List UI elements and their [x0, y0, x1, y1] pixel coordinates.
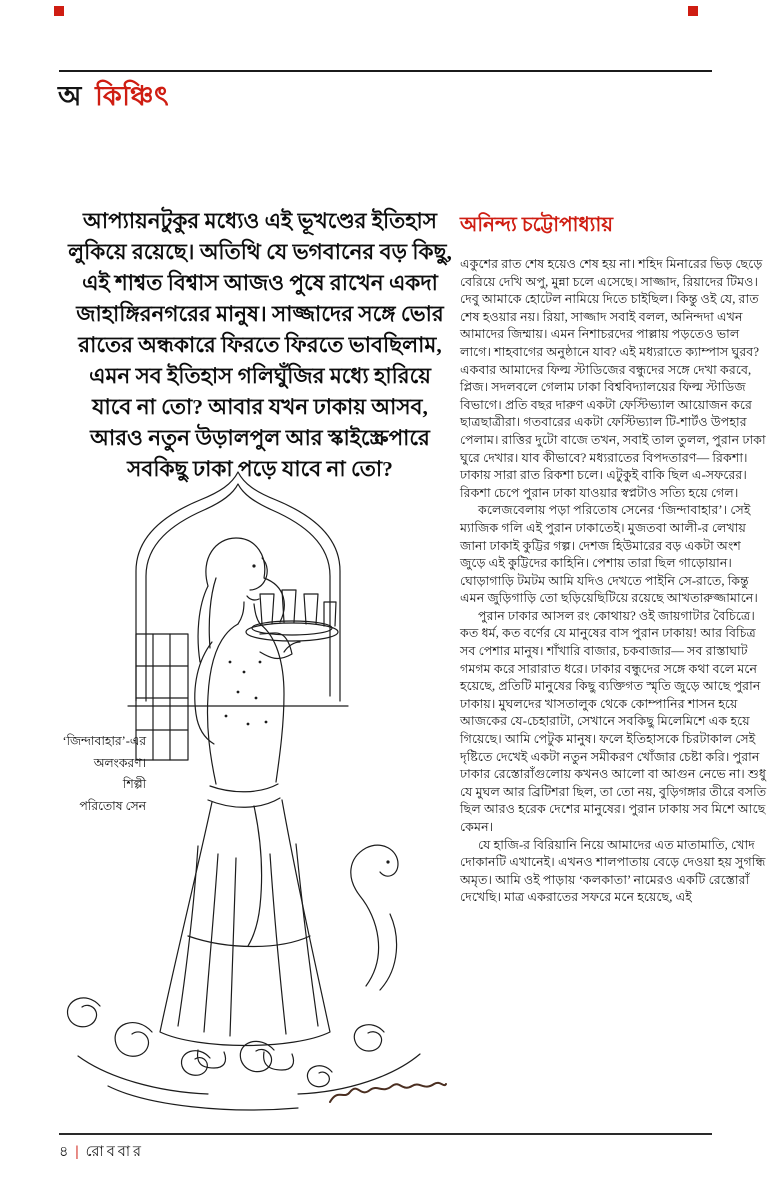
- lattice-window: [136, 634, 188, 760]
- masthead-prefix: অ: [58, 81, 82, 111]
- masthead-title: কিঞ্চিৎ: [95, 81, 170, 111]
- article-deck: আপ্যায়নটুকুর মধ্যেও এই ভূখণ্ডের ইতিহাস লুকিয়ে রয়েছে। অতিথি যে ভগবানের বড় কিছু, এই শাশ্বত বিশ্বাস আজও পুষে রাখেন একদা জাহাঙ্গিরনগরের মানুষ। সাজ্জাদের সঙ্গে ভোর রাতের অন্ধকারে ফিরতে ফিরতে ভাবছিলাম, এমন সব ইতিহাস গলিঘুঁজির মধ্যে হারিয়ে যাবে না তো? আবার যখন ঢাকায় আসব, আরও নতুন উড়ালপুল আর স্কাইস্ক্রেপারে সবকিছু ঢাকা পড়ে যাবে না তো?: [68, 209, 452, 481]
- body-paragraph: কলেজবেলায় পড়া পরিতোষ সেনের ‘জিন্দাবাহার’। সেই ম্যাজিক গলি এই পুরান ঢাকাতেই। মুজতবা আলী-র লেখায় জানা ঢাকাই কুট্টির গল্প। দেশজ হিউমারের বড় একটা অংশ জুড়ে এই কুট্টিদের কাহিনি। পেশায় তারা ছিল গাড়োয়ান। ঘোড়াগাড়ি টমটম আমি যদিও দেখতে পাইনি সে-রাতে, কিন্তু এমন জুড়িগাড়ি তো ছড়িয়েছিটিয়ে রয়েছে আখতারুজ্জামানে।: [460, 503, 758, 606]
- corner-mark-right: [688, 6, 698, 16]
- arch-window: [128, 472, 348, 706]
- caption-line: পরিতোষ সেন: [79, 798, 146, 813]
- illustration-jindabahar: [48, 466, 463, 1131]
- author-byline: অনিন্দ্য চট্টোপাধ্যায়: [460, 214, 614, 236]
- bottom-swirls: [68, 998, 420, 1110]
- caption-line: শিল্পী: [122, 777, 146, 791]
- caption-line: অলংকরণ।: [93, 755, 146, 770]
- body-paragraph: যে হাজি-র বিরিয়ানি নিয়ে আমাদের এত মাতামাতি, খোদ দোকানটি এখানেই। এখনও শালপাতায় বেড়ে দেওয়া হয় সুগন্ধি অমৃত। আমি ওই পাড়ায় ‘কলকাতা’ নামেরও একটি রেস্তোরাঁ দেখেছি। মাত্র একরাতের সফরে মনে হয়েছে, এই: [460, 837, 766, 905]
- artist-signature: [330, 1083, 446, 1102]
- body-paragraph: পুরান ঢাকার আসল রং কোথায়? ওই জায়গাটার বৈচিত্রে। কত ধর্ম, কত বর্ণের যে মানুষের বাস পুরান ঢাকায়! আর বিচিত্র সব পেশার মানুষ। শাঁখারি বাজার, চকবাজার— সব রাস্তাঘাট গমগম করে সারারাত ধরে। ঢাকার বন্ধুদের সঙ্গে কথা বলে মনে হয়েছে, প্রতিটি মানুষের কিছু ব্যক্তিগত স্মৃতি জুড়ে আছে পুরান ঢাকায়। মুঘলদের খাসতালুক থেকে কোম্পানির শাসন হয়ে আজকের যে-চেহারাটা, সেখানে সবকিছু মিলেমিশে এক হয়ে গিয়েছে। আমি পেটুক মানুষ। ফলে ইতিহাসকে চিরটাকাল সেই দৃষ্টিতে দেখেই একটা নতুন সমীকরণ খোঁজার চেষ্টা করি। পুরান ঢাকার রেস্তোরাঁগুলোয় কখনও আলো বা আগুন নেভে না। শুধু যে মুঘল আর ব্রিটিশরা ছিল, তা তো নয়, বুড়িগঙ্গার তীরে বসতি ছিল আরও হরেক দেশের মানুষের। পুরান ঢাকায় সব মিশে আছে কেমন।: [460, 608, 767, 834]
- footer-rule: [59, 1133, 712, 1135]
- section-masthead: [58, 76, 169, 121]
- woman-figure: [160, 538, 338, 1070]
- smoke-swirl: [351, 845, 398, 990]
- caption-line: ‘জিন্দাবাহার’-এর: [62, 734, 146, 748]
- masthead-rule: [59, 70, 712, 72]
- page-footer: [59, 1141, 144, 1165]
- article-body-column: [460, 256, 769, 907]
- page-number: ৪: [59, 1144, 69, 1160]
- corner-mark-left: [54, 6, 64, 16]
- publication-name: রোববার: [85, 1144, 145, 1160]
- body-paragraph: একুশের রাত শেষ হয়েও শেষ হয় না। শহিদ মিনারের ভিড় ছেড়ে বেরিয়ে দেখি অপু, মুন্না চলে এসেছে। সাজ্জাদ, রিয়াদের টিমও। দেবু আমাকে হোটেল নামিয়ে দিতে চাইছিল। কিন্তু ওই যে, রাত শেষ হওয়ার নয়। রিয়া, সাজ্জাদ সবাই বলল, অনিন্দদা এখন আমাদের জিম্মায়। এমন নিশাচরদের পাল্লায় পড়তেও ভাল লাগে। শাহবাগের অনুষ্ঠানে যাব? এই মধ্যরাতে ক্যাম্পাস ঘুরব? একবার আমাদের ফিল্ম স্টাডিজের বন্ধুদের সঙ্গে দেখা করবে, প্লিজ। সদলবলে গেলাম ঢাকা বিশ্ববিদ্যালয়ের ফিল্ম স্টাডিজ বিভাগে। প্রতি বছর দারুণ একটা ফেস্টিভ্যাল আয়োজন করে ছাত্রছাত্রীরা। গতবারের একটা ফেস্টিভ্যাল টি-শার্টও উপহার পেলাম। রাত্তির দুটো বাজে তখন, সবাই তাল তুলল, পুরান ঢাকা ঘুরে দেখার। যাব কীভাবে? মধ্যরাতের বিপদতারণ— রিকশা। ঢাকায় সারা রাত রিকশা চলে। এটুকুই বাকি ছিল এ-সফরের। রিকশা চেপে পুরান ঢাকা যাওয়ার স্বপ্নটাও সত্যি হয়ে গেল।: [460, 257, 766, 500]
- footer-separator: |: [75, 1144, 79, 1160]
